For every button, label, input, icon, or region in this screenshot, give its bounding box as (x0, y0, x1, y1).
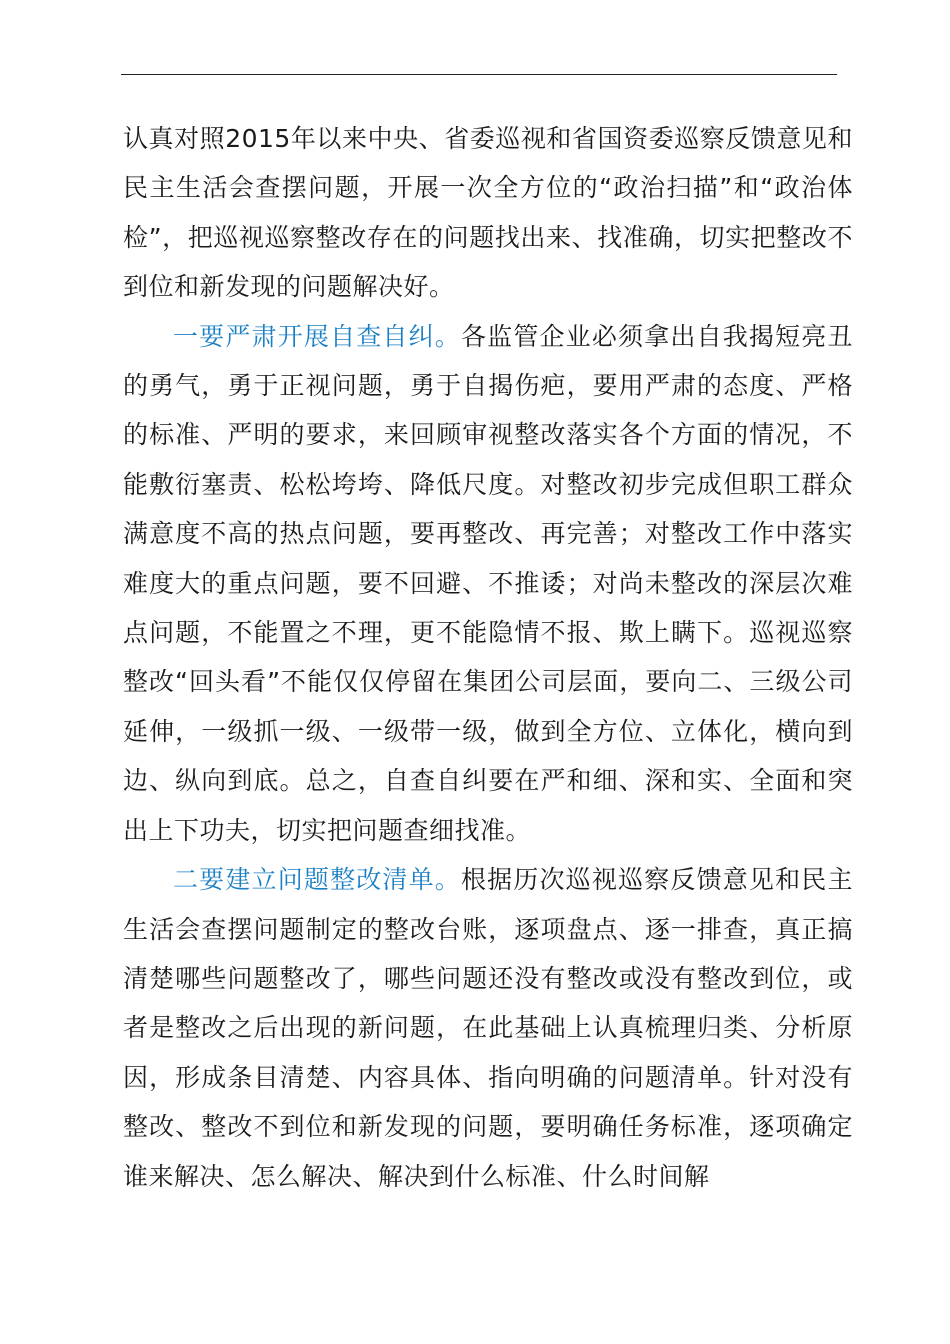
paragraph-self-inspection-text: 各监管企业必须拿出自我揭短亮丑的勇气，勇于正视问题，勇于自揭伤疤，要用严肃的态度、严格的标准、严明的要求，来回顾审视整改落实各个方面的情况，不能敷衍塞责、松松垮垮、降低尺度。对整改初步完成但职工群众满意度不高的热点问题，要再整改、再完善；对整改工作中落实难度大的重点问题，要不回避、不推诿；对尚未整改的深层次难点问题，不能置之不理，更不能隐情不报、欺上瞒下。巡视巡察整改“回头看”不能仅仅停留在集团公司层面，要向二、三级公司延伸，一级抓一级、一级带一级，做到全方位、立体化，横向到边、纵向到底。总之，自查自纠要在严和细、深和实、全面和突出上下功夫，切实把问题查细找准。 (123, 321, 853, 845)
header-rule (121, 74, 837, 75)
paragraph-self-inspection (123, 312, 853, 855)
paragraph-rectification-list (123, 855, 853, 1201)
section-heading-self-inspection: 一要严肃开展自查自纠。 (173, 321, 461, 351)
paragraph-rectification-list-text: 根据历次巡视巡察反馈意见和民主生活会查摆问题制定的整改台账，逐项盘点、逐一排查，真正搞清楚哪些问题整改了，哪些问题还没有整改或没有整改到位，或者是整改之后出现的新问题，在此基础上认真梳理归类、分析原因，形成条目清楚、内容具体、指向明确的问题清单。针对没有整改、整改不到位和新发现的问题，要明确任务标准，逐项确定谁来解决、怎么解决、解决到什么标准、什么时间解 (123, 865, 853, 1191)
section-heading-rectification-list: 二要建立问题整改清单。 (173, 865, 461, 895)
document-body (123, 114, 853, 1201)
paragraph-intro-text: 认真对照2015年以来中央、省委巡视和省国资委巡察反馈意见和民主生活会查摆问题，开展一次全方位的“政治扫描”和“政治体检”，把巡视巡察整改存在的问题找出来、找准确，切实把整改不到位和新发现的问题解决好。 (123, 124, 853, 302)
paragraph-intro (123, 114, 853, 312)
